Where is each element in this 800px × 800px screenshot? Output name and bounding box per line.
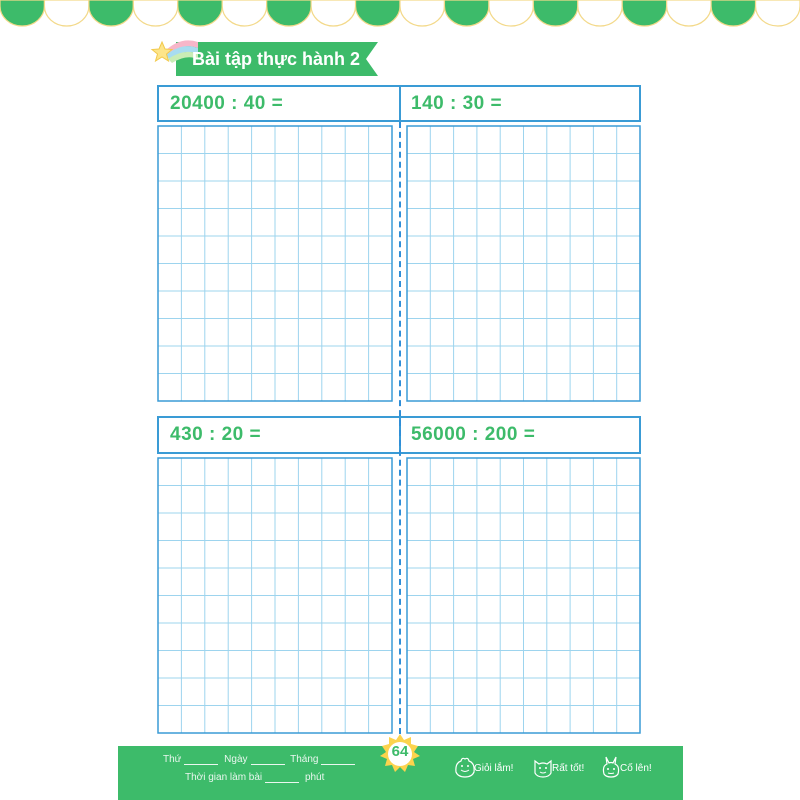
exercise-2-expression: 140 : 30 = (411, 93, 503, 114)
stamp-rat-tot-label: Rất tốt! (552, 763, 585, 774)
scallop (622, 0, 666, 26)
scallop (578, 0, 622, 26)
exercise-header-row-1 (157, 85, 641, 122)
exercise-2-grid (406, 125, 641, 402)
thu-blank (184, 764, 218, 765)
scallop (356, 0, 400, 26)
scallop (133, 0, 177, 26)
stamp-rat-tot (530, 754, 590, 780)
exercise-3-expression: 430 : 20 = (170, 424, 262, 445)
exercise-4-grid (406, 457, 641, 734)
time-label: Thời gian làm bài (185, 772, 263, 783)
scallop (711, 0, 755, 26)
exercise-1-expression: 20400 : 40 = (170, 93, 284, 114)
scallop (667, 0, 711, 26)
exercise-1-grid (157, 125, 393, 402)
exercise-4-expression: 56000 : 200 = (411, 424, 536, 445)
page-title: Bài tập thực hành 2 (192, 49, 361, 69)
exercise-3-grid (157, 457, 393, 734)
time-line (185, 772, 324, 783)
phut-label: phút (304, 772, 325, 783)
thang-label: Tháng (290, 754, 319, 765)
page-number-badge (380, 734, 420, 774)
ngay-blank (251, 764, 285, 765)
thu-label: Thứ (163, 754, 182, 765)
scallop (89, 0, 133, 26)
stamp-co-len-label: Cố lên! (620, 763, 652, 774)
footer-bar (118, 743, 683, 800)
ngay-label: Ngày (224, 754, 248, 765)
stamp-gioi-lam (452, 754, 512, 780)
date-line (163, 754, 358, 765)
scallop (400, 0, 444, 26)
scallop (756, 0, 800, 26)
scallop (44, 0, 88, 26)
center-dashed-divider (399, 122, 401, 734)
stamp-co-len (598, 754, 658, 780)
scallop (0, 0, 44, 26)
scallop (222, 0, 266, 26)
header-divider (399, 87, 401, 120)
scallop (533, 0, 577, 26)
stamp-gioi-lam-label: Giỏi lắm! (474, 763, 514, 774)
page-number: 64 (391, 743, 409, 760)
scallop (267, 0, 311, 26)
time-blank (265, 782, 299, 783)
title-banner (150, 32, 390, 80)
thang-blank (321, 764, 355, 765)
scallop (311, 0, 355, 26)
scallop (489, 0, 533, 26)
scallop (178, 0, 222, 26)
scallop (444, 0, 488, 26)
top-scallop-border (0, 0, 800, 30)
